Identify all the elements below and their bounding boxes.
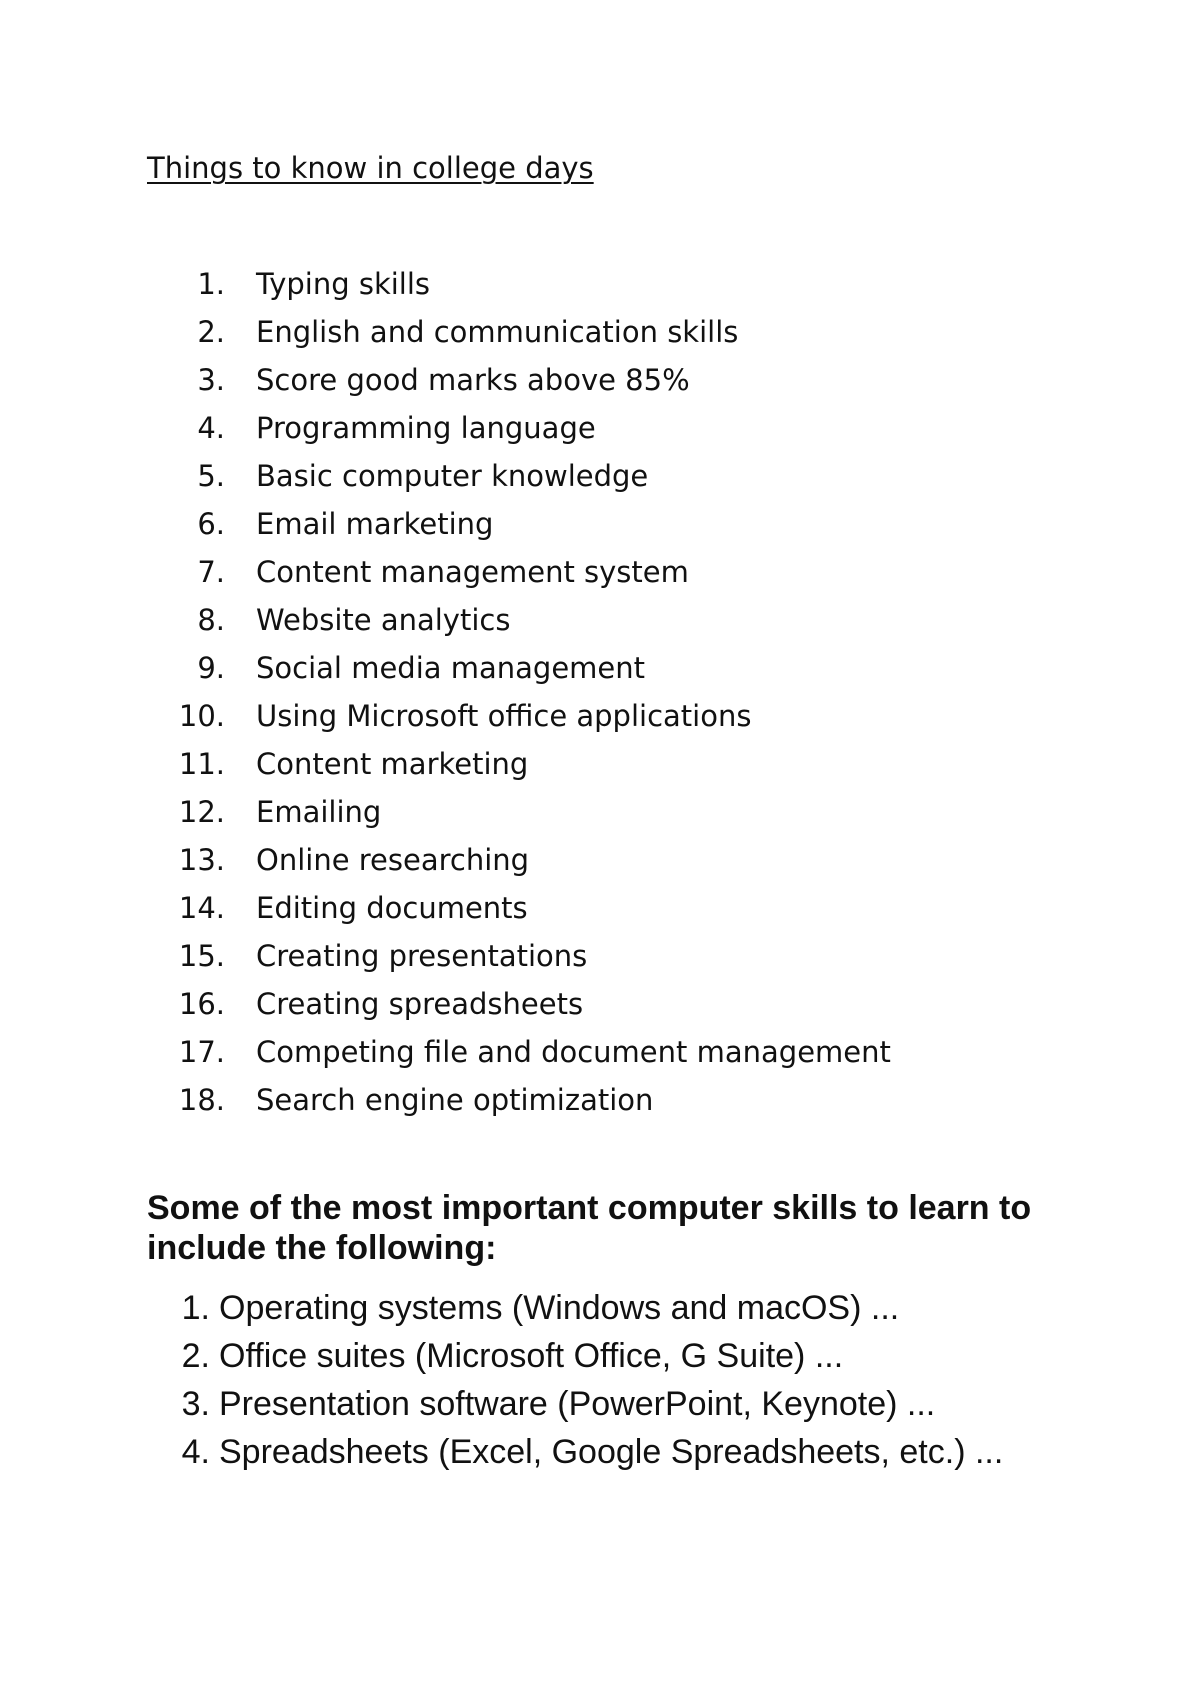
list-item-text: Creating presentations bbox=[256, 939, 588, 973]
list-item-text: Typing skills bbox=[256, 267, 431, 301]
list-item bbox=[0, 980, 1200, 1028]
list-item-number: 4. bbox=[197, 411, 225, 445]
list-item-number: 11. bbox=[178, 747, 225, 781]
list-item-text: Search engine optimization bbox=[256, 1083, 654, 1117]
list-item-text: Online researching bbox=[256, 843, 530, 877]
list-item-number: 18. bbox=[178, 1083, 225, 1117]
list-item-number: 1. bbox=[181, 1289, 210, 1327]
list-item-number: 7. bbox=[197, 555, 225, 589]
list-item-number: 2. bbox=[181, 1337, 210, 1375]
list-item-number: 10. bbox=[178, 699, 225, 733]
list-item-number: 17. bbox=[178, 1035, 225, 1069]
list-item bbox=[0, 884, 1200, 932]
list-item-number: 14. bbox=[178, 891, 225, 925]
list-item bbox=[0, 1428, 1200, 1476]
list-item-text: Emailing bbox=[256, 795, 382, 829]
list-item bbox=[0, 404, 1200, 452]
list-item-number: 1. bbox=[197, 267, 225, 301]
list-item-text: Presentation software (PowerPoint, Keynote) ... bbox=[219, 1385, 936, 1423]
list-item-text: Competing file and document management bbox=[256, 1035, 891, 1069]
list-item-text: English and communication skills bbox=[256, 315, 739, 349]
list-item-text: Social media management bbox=[256, 651, 646, 685]
list-item bbox=[0, 548, 1200, 596]
list-item-number: 5. bbox=[197, 459, 225, 493]
list-item-number: 8. bbox=[197, 603, 225, 637]
list-item-text: Website analytics bbox=[256, 603, 511, 637]
list-item bbox=[0, 836, 1200, 884]
list-item-number: 3. bbox=[181, 1385, 210, 1423]
list-item bbox=[0, 1028, 1200, 1076]
list-item-number: 15. bbox=[178, 939, 225, 973]
list-item bbox=[0, 1332, 1200, 1380]
list-item bbox=[0, 1380, 1200, 1428]
list-item bbox=[0, 596, 1200, 644]
list-item bbox=[0, 308, 1200, 356]
list-item-number: 12. bbox=[178, 795, 225, 829]
list-item-text: Office suites (Microsoft Office, G Suite) ... bbox=[219, 1337, 844, 1375]
list-item-text: Editing documents bbox=[256, 891, 528, 925]
list-item-number: 4. bbox=[181, 1433, 210, 1471]
list-item-text: Basic computer knowledge bbox=[256, 459, 649, 493]
list-item-text: Programming language bbox=[256, 411, 596, 445]
list-item-text: Content management system bbox=[256, 555, 689, 589]
list-item bbox=[0, 644, 1200, 692]
list-item-number: 13. bbox=[178, 843, 225, 877]
list-item bbox=[0, 740, 1200, 788]
list-item-text: Operating systems (Windows and macOS) ... bbox=[219, 1289, 900, 1327]
list-item bbox=[0, 1284, 1200, 1332]
list-item bbox=[0, 1076, 1200, 1124]
section-heading: Some of the most important computer skills to learn to include the following: bbox=[147, 1189, 1032, 1267]
list-item-number: 16. bbox=[178, 987, 225, 1021]
college-skills-list bbox=[0, 260, 1200, 1124]
list-item bbox=[0, 500, 1200, 548]
document-title: Things to know in college days bbox=[147, 151, 594, 185]
list-item bbox=[0, 356, 1200, 404]
list-item bbox=[0, 788, 1200, 836]
list-item-number: 9. bbox=[197, 651, 225, 685]
list-item bbox=[0, 932, 1200, 980]
list-item bbox=[0, 260, 1200, 308]
list-item bbox=[0, 692, 1200, 740]
list-item-text: Creating spreadsheets bbox=[256, 987, 584, 1021]
list-item-number: 6. bbox=[197, 507, 225, 541]
list-item-number: 2. bbox=[197, 315, 225, 349]
list-item-text: Score good marks above 85% bbox=[256, 363, 690, 397]
list-item-text: Spreadsheets (Excel, Google Spreadsheets, etc.) ... bbox=[219, 1433, 1004, 1471]
list-item-text: Using Microsoft office applications bbox=[256, 699, 752, 733]
computer-skills-list bbox=[0, 1284, 1200, 1476]
list-item-text: Email marketing bbox=[256, 507, 494, 541]
list-item-text: Content marketing bbox=[256, 747, 529, 781]
list-item-number: 3. bbox=[197, 363, 225, 397]
list-item bbox=[0, 452, 1200, 500]
